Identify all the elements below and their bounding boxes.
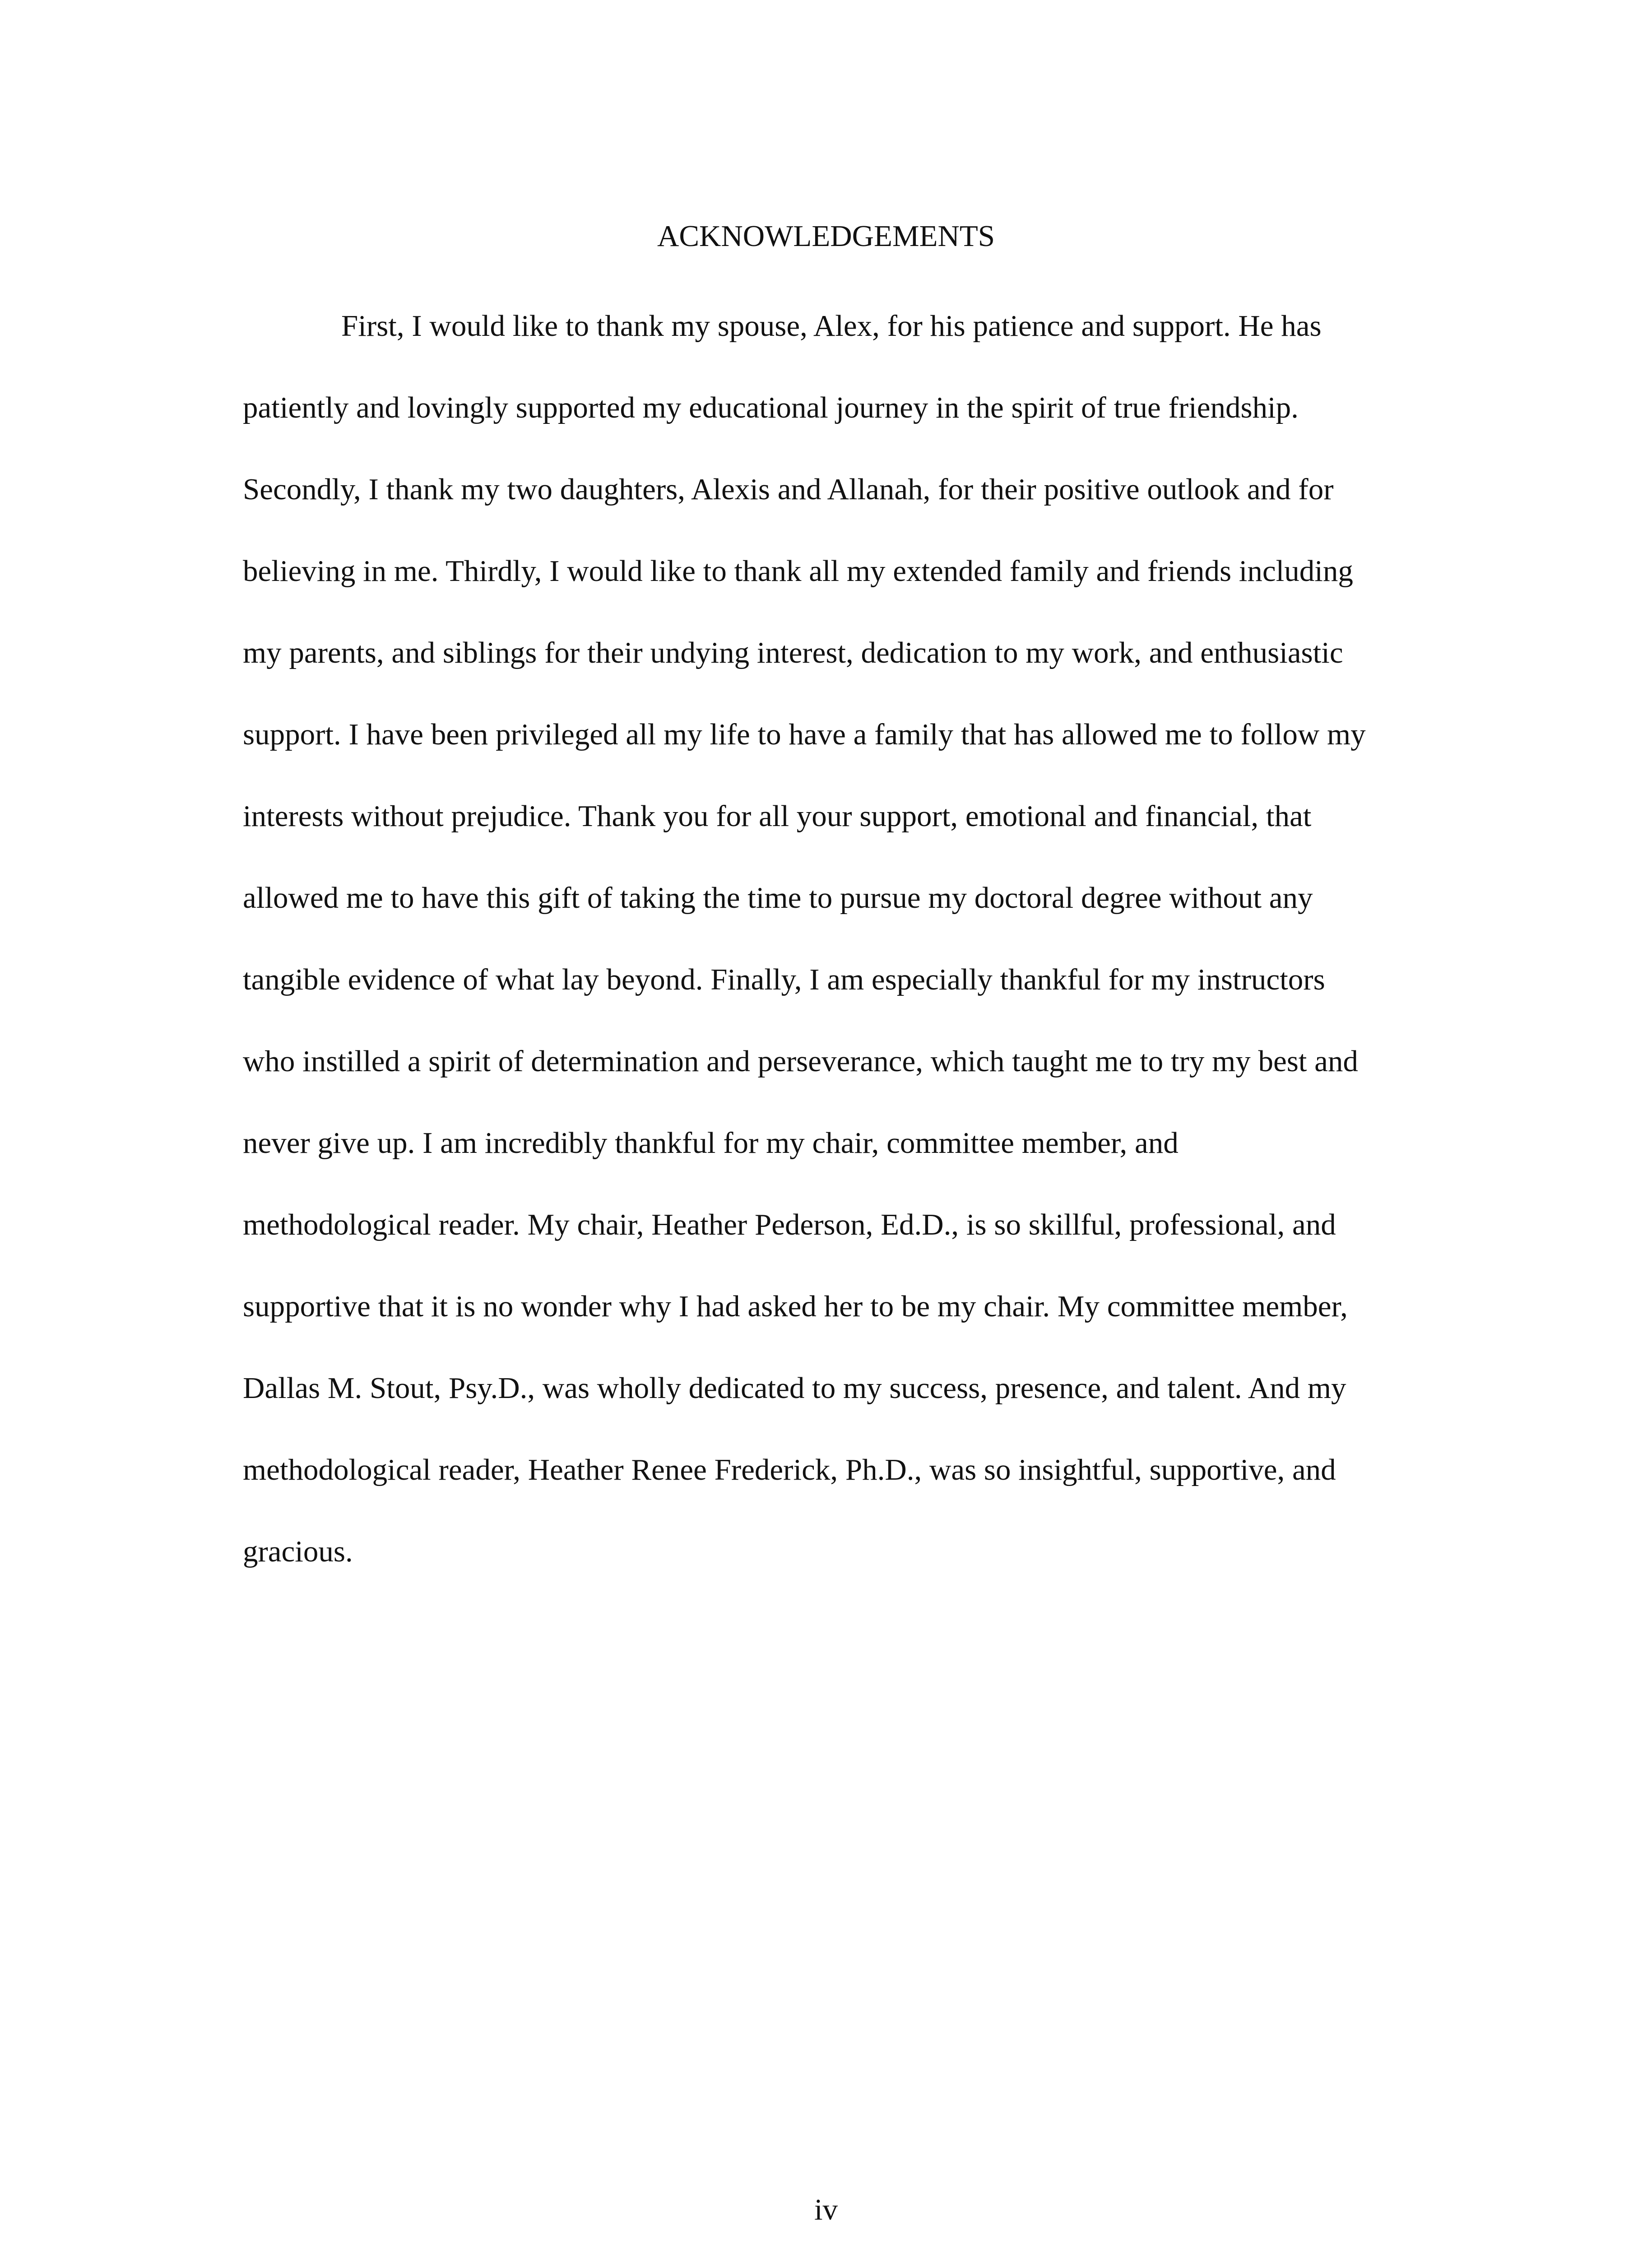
paragraph-line: Dallas M. Stout, Psy.D., was wholly dedicated to my success, presence, and talent. And my: [243, 1371, 1346, 1405]
paragraph-line: tangible evidence of what lay beyond. Finally, I am especially thankful for my instructors: [243, 963, 1325, 996]
paragraph-line: methodological reader, Heather Renee Frederick, Ph.D., was so insightful, supportive, and: [243, 1453, 1336, 1486]
paragraph-line: never give up. I am incredibly thankful for my chair, committee member, and: [243, 1126, 1179, 1160]
page-title: ACKNOWLEDGEMENTS: [657, 219, 995, 253]
paragraph-line: Secondly, I thank my two daughters, Alexis and Allanah, for their positive outlook and for: [243, 473, 1334, 506]
paragraph-line: First, I would like to thank my spouse, Alex, for his patience and support. He has: [341, 309, 1322, 343]
paragraph-line: gracious.: [243, 1535, 353, 1568]
paragraph-line: who instilled a spirit of determination and perseverance, which taught me to try my best and: [243, 1045, 1358, 1078]
paragraph-line: methodological reader. My chair, Heather Pederson, Ed.D., is so skillful, professional, and: [243, 1208, 1336, 1241]
acknowledgements-paragraph: [243, 285, 1462, 1593]
paragraph-line: believing in me. Thirdly, I would like to thank all my extended family and friends including: [243, 554, 1353, 588]
paragraph-line: my parents, and siblings for their undying interest, dedication to my work, and enthusiastic: [243, 636, 1343, 669]
page-number: iv: [814, 2193, 838, 2226]
paragraph-line: supportive that it is no wonder why I had asked her to be my chair. My committee member,: [243, 1290, 1348, 1323]
paragraph-line: patiently and lovingly supported my educational journey in the spirit of true friendship.: [243, 391, 1299, 424]
paragraph-line: support. I have been privileged all my life to have a family that has allowed me to follow my: [243, 718, 1366, 751]
paragraph-line: allowed me to have this gift of taking the time to pursue my doctoral degree without any: [243, 881, 1313, 915]
paragraph-line: interests without prejudice. Thank you for all your support, emotional and financial, that: [243, 799, 1312, 833]
